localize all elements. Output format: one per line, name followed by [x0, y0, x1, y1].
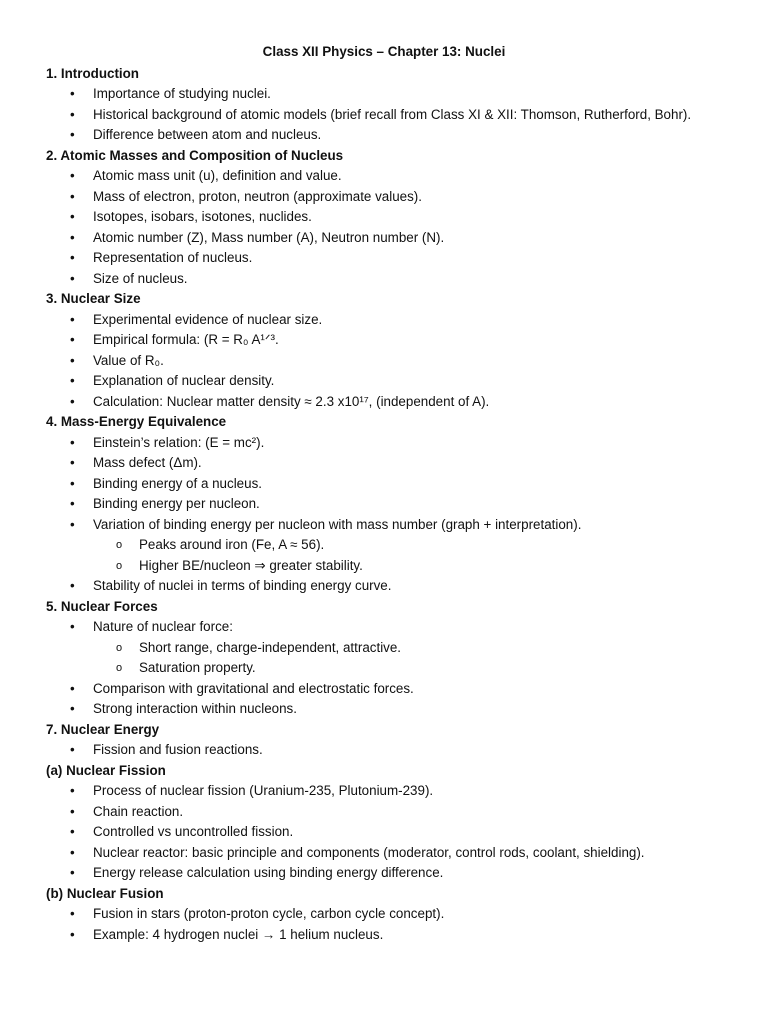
- bullet-icon: •: [70, 475, 75, 491]
- list-item-text: Process of nuclear fission (Uranium-235, Plutonium-239).: [93, 783, 434, 798]
- bullet-icon: •: [70, 496, 75, 511]
- sub-bullet-icon: o: [116, 539, 123, 551]
- list-item-text: Binding energy per nucleon.: [93, 496, 260, 511]
- list-item: [46, 453, 722, 474]
- list-item-text: Einstein’s relation: (E = mc²).: [93, 434, 265, 450]
- list-item: [46, 925, 722, 946]
- list-item: [46, 248, 722, 269]
- bullet-icon: •: [70, 332, 75, 347]
- list-item: [46, 617, 722, 638]
- list-item: [46, 207, 722, 228]
- sub-list-item: [46, 638, 722, 659]
- sub-bullet-icon: o: [116, 662, 123, 674]
- bullet-icon: •: [70, 106, 75, 122]
- list-item-text: Representation of nucleus.: [93, 250, 253, 265]
- sub-list-item-text: Short range, charge-independent, attractive.: [139, 639, 402, 655]
- list-item: [46, 679, 722, 700]
- sub-list-item: [46, 535, 722, 556]
- list-item-text: Fission and fusion reactions.: [93, 742, 263, 757]
- list-item-text: Experimental evidence of nuclear size.: [93, 311, 323, 327]
- bullet-icon: •: [70, 270, 75, 286]
- document-title: Class XII Physics – Chapter 13: Nuclei: [262, 44, 506, 59]
- list-item: [46, 740, 722, 761]
- list-item: [46, 822, 722, 843]
- bullet-icon: •: [70, 516, 75, 532]
- list-item: [46, 269, 722, 290]
- list-item-text: Controlled vs uncontrolled fission.: [93, 824, 294, 839]
- list-item: [46, 494, 722, 515]
- sub-list-item-text: Higher BE/nucleon ⇒ greater stability.: [139, 557, 363, 573]
- bullet-icon: •: [70, 578, 75, 593]
- list-item: [46, 474, 722, 495]
- list-item: [46, 699, 722, 720]
- list-item: [46, 125, 722, 146]
- list-item-text: Empirical formula: (R = R₀ A¹ᐟ³.: [93, 332, 279, 347]
- list-item: [46, 904, 722, 925]
- list-item: [46, 576, 722, 597]
- list-item-text: Chain reaction.: [93, 803, 184, 819]
- list-item: [46, 433, 722, 454]
- list-item-text: Example: 4 hydrogen nuclei → 1 helium nucleus.: [93, 926, 384, 942]
- section-heading: 4. Mass-Energy Equivalence: [46, 414, 227, 429]
- bullet-icon: •: [70, 311, 75, 327]
- list-item-text: Size of nucleus.: [93, 270, 188, 286]
- list-item: [46, 515, 722, 536]
- bullet-icon: •: [70, 844, 75, 860]
- list-item-text: Nuclear reactor: basic principle and components (moderator, control rods, coolant, shielding).: [93, 844, 645, 860]
- sub-list-item: [46, 658, 722, 679]
- list-item-text: Atomic mass unit (u), definition and value.: [93, 168, 342, 183]
- section-heading: 3. Nuclear Size: [46, 291, 141, 306]
- section-heading: 5. Nuclear Forces: [46, 598, 158, 614]
- bullet-icon: •: [70, 701, 75, 716]
- list-item-text: Isotopes, isobars, isotones, nuclides.: [93, 209, 312, 224]
- bullet-icon: •: [70, 393, 75, 409]
- sub-bullet-icon: o: [116, 641, 123, 654]
- bullet-icon: •: [70, 86, 75, 101]
- bullet-icon: •: [70, 865, 75, 880]
- sub-bullet-icon: o: [116, 559, 123, 572]
- bullet-icon: •: [70, 619, 75, 634]
- bullet-icon: •: [70, 188, 75, 204]
- list-item: [46, 330, 722, 351]
- bullet-icon: •: [70, 824, 75, 839]
- list-item-text: Strong interaction within nucleons.: [93, 701, 297, 716]
- list-item: [46, 105, 722, 126]
- sub-list-item-text: Peaks around iron (Fe, A ≈ 56).: [139, 537, 325, 552]
- bullet-icon: •: [70, 168, 75, 183]
- bullet-icon: •: [70, 803, 75, 819]
- list-item-text: Importance of studying nuclei.: [93, 86, 271, 101]
- list-item: [46, 802, 722, 823]
- list-item: [46, 863, 722, 884]
- list-item: [46, 310, 722, 331]
- bullet-icon: •: [70, 209, 75, 224]
- bullet-icon: •: [70, 352, 75, 368]
- list-item-text: Explanation of nuclear density.: [93, 373, 275, 388]
- bullet-icon: •: [70, 783, 75, 798]
- list-item-text: Nature of nuclear force:: [93, 619, 233, 634]
- list-item: [46, 781, 722, 802]
- list-item-text: Mass defect (Δm).: [93, 455, 202, 470]
- list-item: [46, 187, 722, 208]
- list-item: [46, 84, 722, 105]
- list-item-text: Atomic number (Z), Mass number (A), Neutron number (N).: [93, 229, 445, 245]
- section-heading: 2. Atomic Masses and Composition of Nucleus: [46, 147, 344, 163]
- list-item-text: Comparison with gravitational and electrostatic forces.: [93, 680, 414, 696]
- section-heading: 1. Introduction: [46, 65, 139, 81]
- list-item-text: Binding energy of a nucleus.: [93, 475, 262, 491]
- list-item: [46, 228, 722, 249]
- section-heading: (a) Nuclear Fission: [46, 762, 166, 778]
- list-item: [46, 371, 722, 392]
- sub-list-item-text: Saturation property.: [139, 660, 256, 675]
- section-heading: (b) Nuclear Fusion: [46, 885, 164, 901]
- bullet-icon: •: [70, 373, 75, 388]
- bullet-icon: •: [70, 742, 75, 757]
- list-item: [46, 351, 722, 372]
- bullet-icon: •: [70, 127, 75, 142]
- list-item-text: Difference between atom and nucleus.: [93, 127, 322, 142]
- list-item-text: Energy release calculation using binding energy difference.: [93, 865, 444, 880]
- bullet-icon: •: [70, 250, 75, 265]
- bullet-icon: •: [70, 455, 75, 470]
- list-item-text: Mass of electron, proton, neutron (approximate values).: [93, 188, 422, 204]
- list-item-text: Calculation: Nuclear matter density ≈ 2.3 x10¹⁷, (independent of A).: [93, 393, 490, 409]
- bullet-icon: •: [70, 680, 75, 696]
- list-item-text: Stability of nuclei in terms of binding energy curve.: [93, 578, 392, 593]
- list-item: [46, 843, 722, 864]
- sub-list-item: [46, 556, 722, 577]
- list-item-text: Historical background of atomic models (brief recall from Class XI & XII: Thomson, Rutherford, Bohr).: [93, 106, 692, 122]
- bullet-icon: •: [70, 229, 75, 245]
- list-item: [46, 166, 722, 187]
- list-item-text: Value of R₀.: [93, 352, 164, 368]
- bullet-icon: •: [70, 926, 75, 942]
- bullet-icon: •: [70, 906, 75, 921]
- list-item-text: Fusion in stars (proton-proton cycle, carbon cycle concept).: [93, 906, 445, 921]
- bullet-icon: •: [70, 434, 75, 450]
- list-item-text: Variation of binding energy per nucleon with mass number (graph + interpretation).: [93, 516, 582, 532]
- section-heading: 7. Nuclear Energy: [46, 721, 160, 737]
- list-item: [46, 392, 722, 413]
- chapter-outline: [46, 64, 722, 946]
